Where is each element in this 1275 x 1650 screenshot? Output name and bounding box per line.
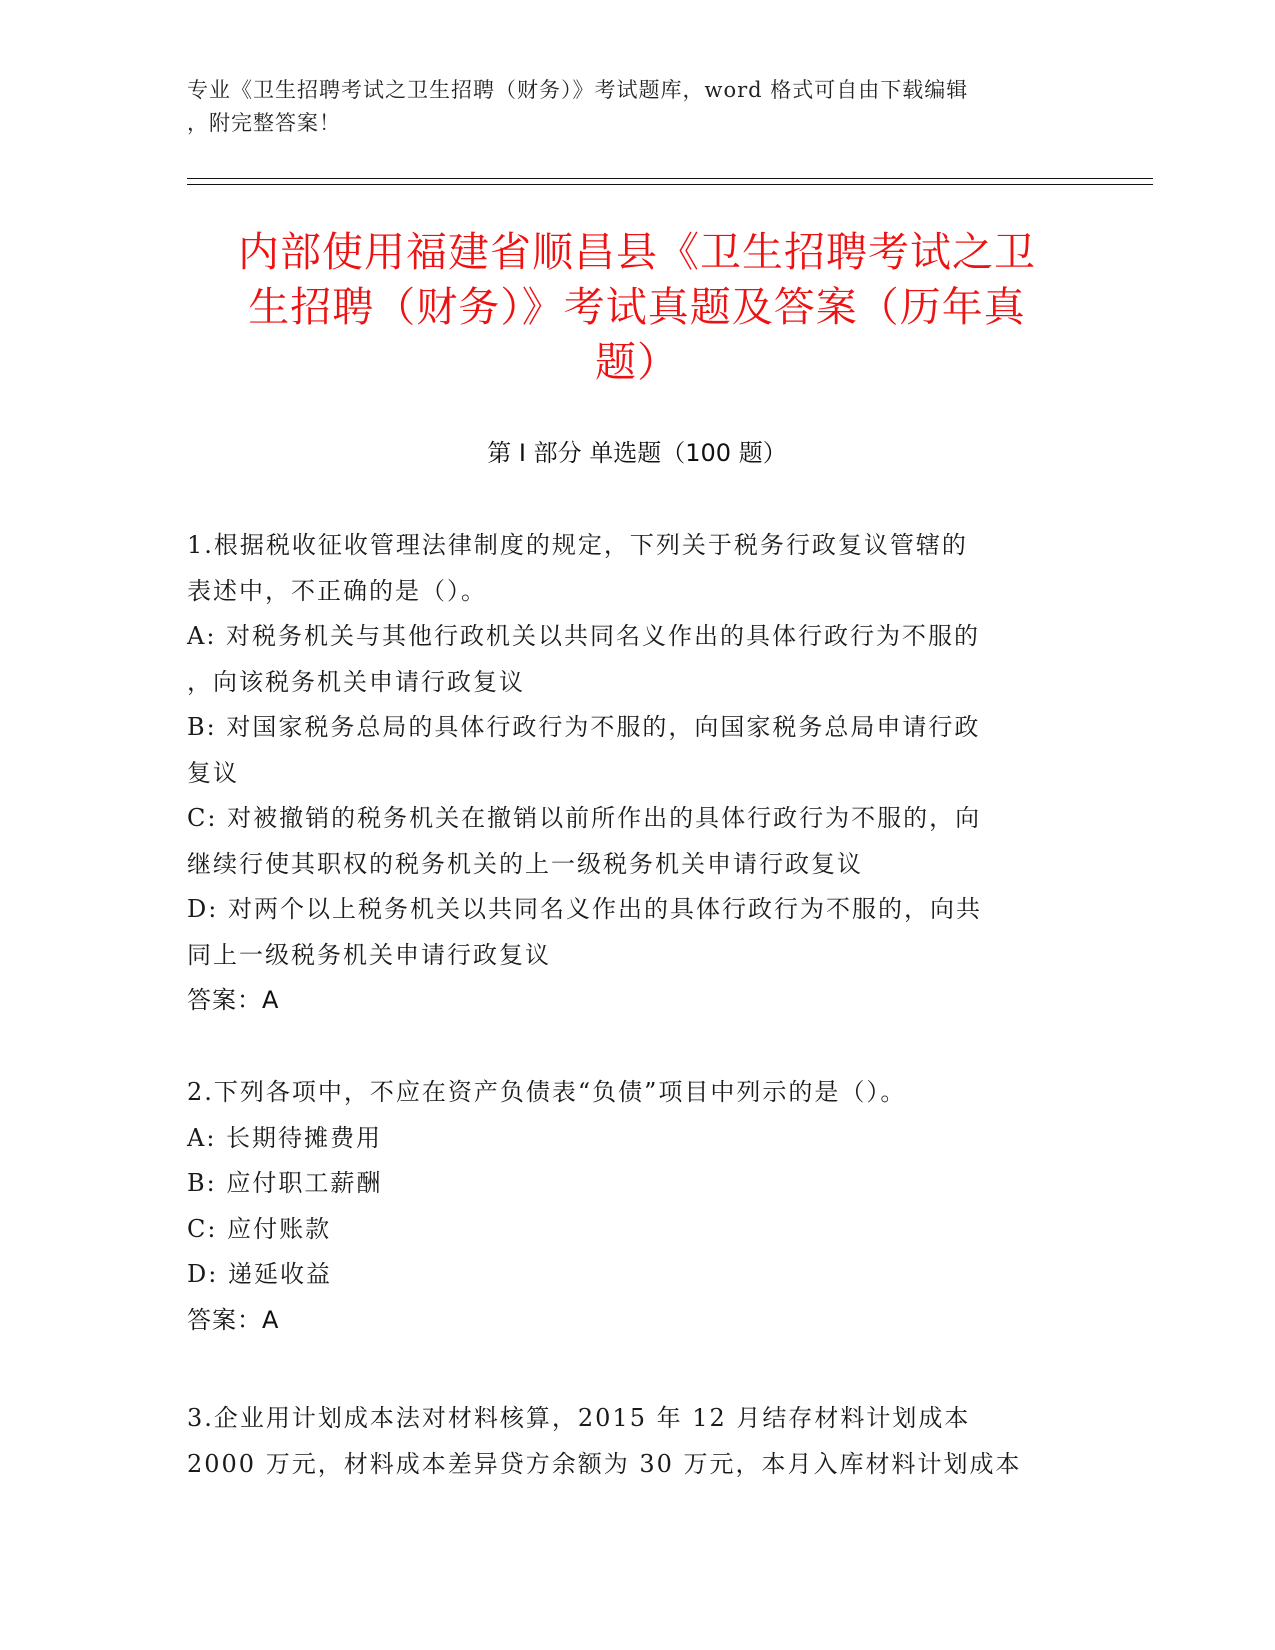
question-stem: 3.企业用计划成本法对材料核算，2015 年 12 月结存材料计划成本 — [187, 1404, 971, 1432]
header-note-line: ，附完整答案！ — [187, 111, 341, 135]
answer: 答案：A — [187, 986, 280, 1014]
question-2 — [187, 1070, 1087, 1343]
option-d: 同上一级税务机关申请行政复议 — [187, 940, 551, 969]
question-stem: 1.根据税收征收管理法律制度的规定，下列关于税务行政复议管辖的 — [187, 531, 968, 559]
title-line: 生招聘（财务）》考试真题及答案（历年真 — [248, 283, 1026, 331]
answer: 答案：A — [187, 1305, 280, 1334]
option-c: C: 应付账款 — [187, 1214, 332, 1243]
option-d: D: 对两个以上税务机关以共同名义作出的具体行政行为不服的，向共 — [187, 895, 982, 923]
title-line: 内部使用福建省顺昌县《卫生招聘考试之卫 — [238, 228, 1036, 276]
option-d: D: 递延收益 — [187, 1260, 332, 1288]
option-a: ，向该税务机关申请行政复议 — [187, 667, 525, 696]
header-divider — [187, 184, 1153, 185]
option-b: 复议 — [187, 758, 239, 787]
option-a: A: 长期待摊费用 — [187, 1123, 383, 1152]
question-3 — [187, 1396, 1087, 1487]
document-title — [187, 225, 1087, 390]
option-c: 继续行使其职权的税务机关的上一级税务机关申请行政复议 — [187, 849, 863, 878]
header-note-line: 专业《卫生招聘考试之卫生招聘（财务）》考试题库，word 格式可自由下载编辑 — [187, 78, 969, 102]
option-a: A: 对税务机关与其他行政机关以共同名义作出的具体行政行为不服的 — [187, 622, 981, 650]
question-stem: 2000 万元，材料成本差异贷方余额为 30 万元，本月入库材料计划成本 — [187, 1449, 1022, 1478]
option-b: B: 对国家税务总局的具体行政行为不服的，向国家税务总局申请行政 — [187, 713, 981, 741]
option-b: B: 应付职工薪酬 — [187, 1169, 383, 1197]
question-1 — [187, 523, 1087, 1024]
title-line: 题） — [595, 338, 679, 386]
header-divider — [187, 178, 1153, 179]
option-c: C: 对被撤销的税务机关在撤销以前所作出的具体行政行为不服的，向 — [187, 804, 982, 832]
header-note — [187, 74, 1087, 140]
question-stem: 表述中，不正确的是（）。 — [187, 576, 487, 605]
section-heading: 第 I 部分 单选题（100 题） — [487, 439, 787, 467]
question-stem: 2.下列各项中，不应在资产负债表“负债”项目中列示的是（）。 — [187, 1078, 907, 1106]
